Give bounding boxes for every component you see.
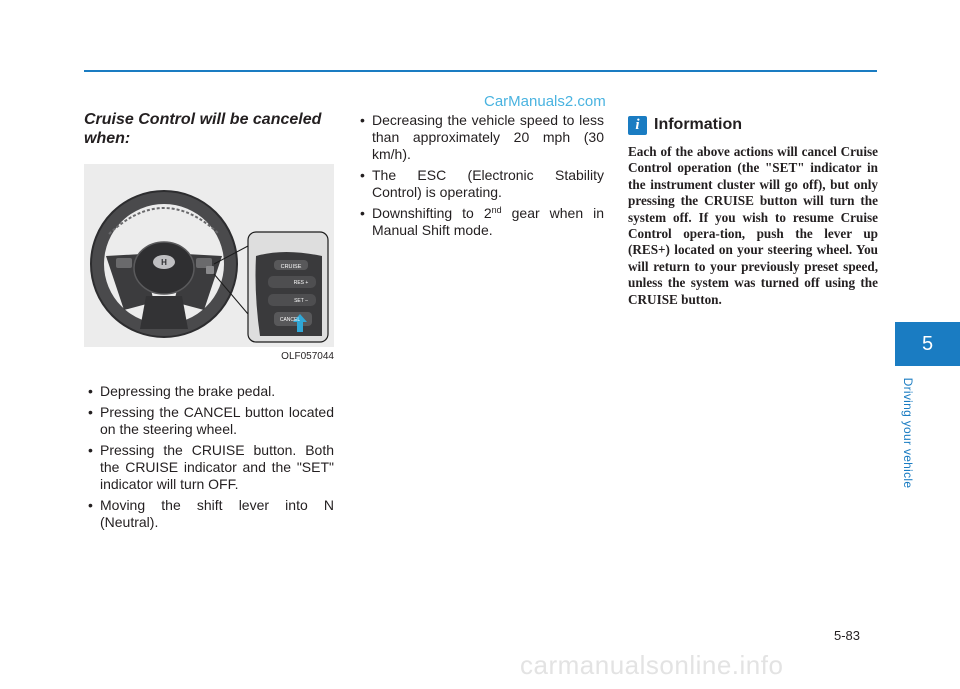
list-item: • Moving the shift lever into N (Neutral). [84,497,334,531]
downshift-ordinal: nd [491,205,502,215]
cruise-label: CRUISE [280,264,302,270]
figure-code: OLF057044 [281,351,334,362]
list-item: • Decreasing the vehicle speed to less than approximately 20 mph (30 km/h). [356,112,604,163]
list-item: • Depressing the brake pedal. [84,383,334,400]
list-item: • The ESC (Electronic Stability Control) is operating. [356,167,604,201]
header-rule [84,70,877,72]
cancel-label: CANCEL [279,317,301,323]
page-number: 5-83 [834,628,861,643]
steering-wheel-illustration [84,164,334,347]
downshift-text-post: gear when in Manual Shift mode. [372,205,604,238]
information-header [628,114,878,136]
cancel-conditions-list [84,383,334,531]
section-heading: Cruise Control will be canceled when: [84,111,322,147]
chapter-name [897,370,919,496]
chapter-name-text: Driving your vehicle [901,377,915,489]
information-body: Each of the above actions will cancel Cruise Control operation (the "SET" indicator in the instrument cluster will go off), but only pressing the CRUISE button will turn the system off. If you wish to resume Cruise Control opera-tion, push the lever up (RES+) located on your steering wheel. You will return to your previously preset speed, unless the system was turned off using the CRUISE button. [628,144,878,307]
set-label: SET – [294,298,308,304]
watermark-bottom: carmanualsonline.info [520,650,784,680]
downshift-text-pre: Downshifting to 2 [372,205,492,221]
watermark-top: CarManuals2.com [484,93,606,110]
list-item [356,205,604,239]
list-item: • Pressing the CANCEL button located on the steering wheel. [84,404,334,438]
steering-wheel-figure [84,164,334,362]
res-label: RES + [293,280,309,286]
cancel-conditions-list-continued [356,112,604,239]
column-left [84,110,334,535]
information-box [628,114,878,308]
svg-text:H: H [161,258,167,267]
chapter-number-tab: 5 [895,322,960,366]
list-item: • Pressing the CRUISE button. Both the CRUISE indicator and the "SET" indicator will turn OFF. [84,442,334,493]
column-middle [356,112,604,243]
information-title: Information [654,116,742,133]
info-icon: i [628,116,647,135]
